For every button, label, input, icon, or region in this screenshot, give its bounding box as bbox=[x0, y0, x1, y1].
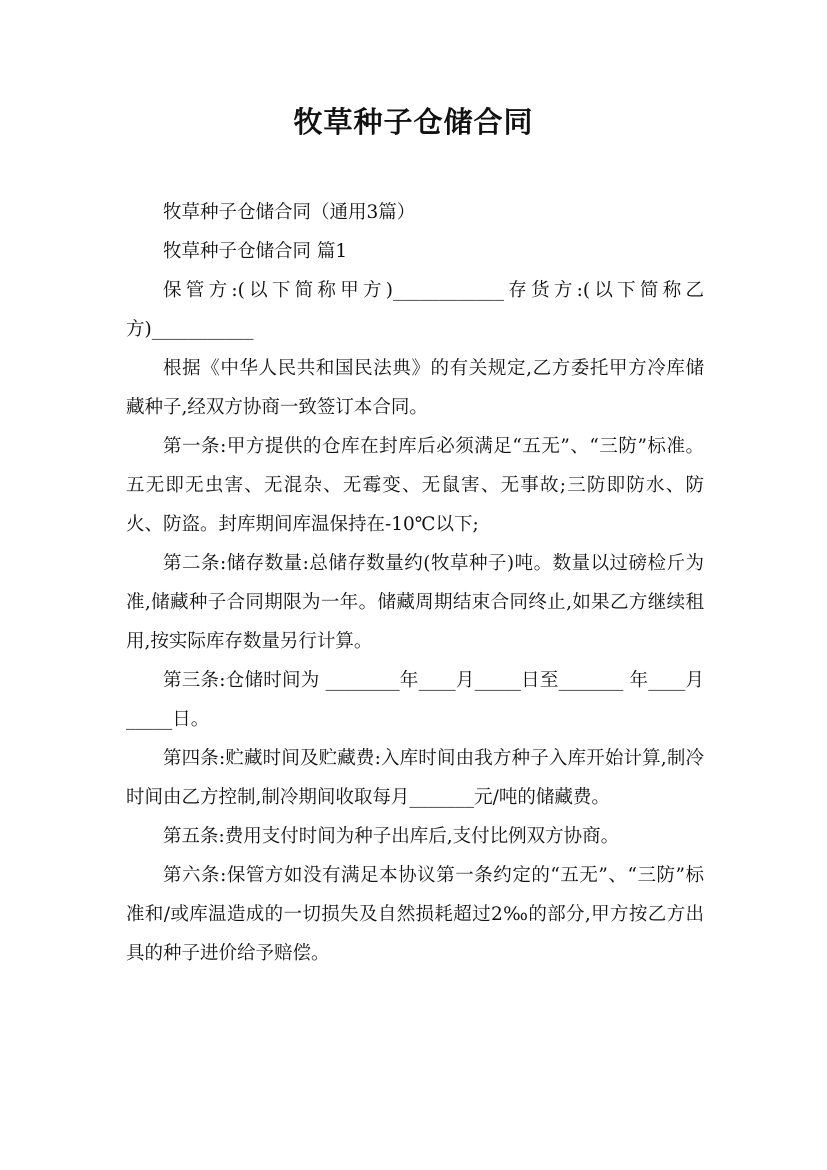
paragraph-section-heading: 牧草种子仓储合同 篇1 bbox=[163, 241, 348, 262]
document-body bbox=[126, 193, 704, 973]
paragraph-article-2: 第二条:储存数量:总储存数量约(牧草种子)吨。数量以过磅检斤为准,储藏种子合同期限为一年。储藏周期结束合同终止,如果乙方继续租用,按实际库存数量另行计算。 bbox=[126, 553, 704, 652]
document-title: 牧草种子仓储合同 bbox=[293, 105, 534, 139]
paragraph-article-6: 第六条:保管方如没有满足本协议第一条约定的“五无”、“三防”标准和/或库温造成的一切损失及自然损耗超过2‰的部分,甲方按乙方出具的种子进价给予赔偿。 bbox=[126, 865, 704, 964]
paragraph-article-4: 第四条:贮藏时间及贮藏费:入库时间由我方种子入库开始计算,制冷时间由乙方控制,制冷期间收取每月_______元/吨的储藏费。 bbox=[126, 748, 704, 808]
paragraph-parties: 保管方:(以下简称甲方)____________存货方:(以下简称乙方)___________ bbox=[126, 280, 704, 340]
paragraph-article-1: 第一条:甲方提供的仓库在封库后必须满足“五无”、“三防”标准。五无即无虫害、无混杂、无霉变、无鼠害、无事故;三防即防水、防火、防盗。封库期间库温保持在-10℃以下; bbox=[126, 436, 704, 535]
paragraph-article-5: 第五条:费用支付时间为种子出库后,支付比例双方协商。 bbox=[163, 826, 620, 847]
paragraph-preamble: 根据《中华人民共和国民法典》的有关规定,乙方委托甲方冷库储藏种子,经双方协商一致签订本合同。 bbox=[126, 358, 704, 418]
paragraph-subtitle: 牧草种子仓储合同（通用3篇） bbox=[163, 202, 416, 223]
paragraph-article-3: 第三条:仓储时间为 ________年____月_____日至_______ 年____月_____日。 bbox=[126, 670, 704, 730]
